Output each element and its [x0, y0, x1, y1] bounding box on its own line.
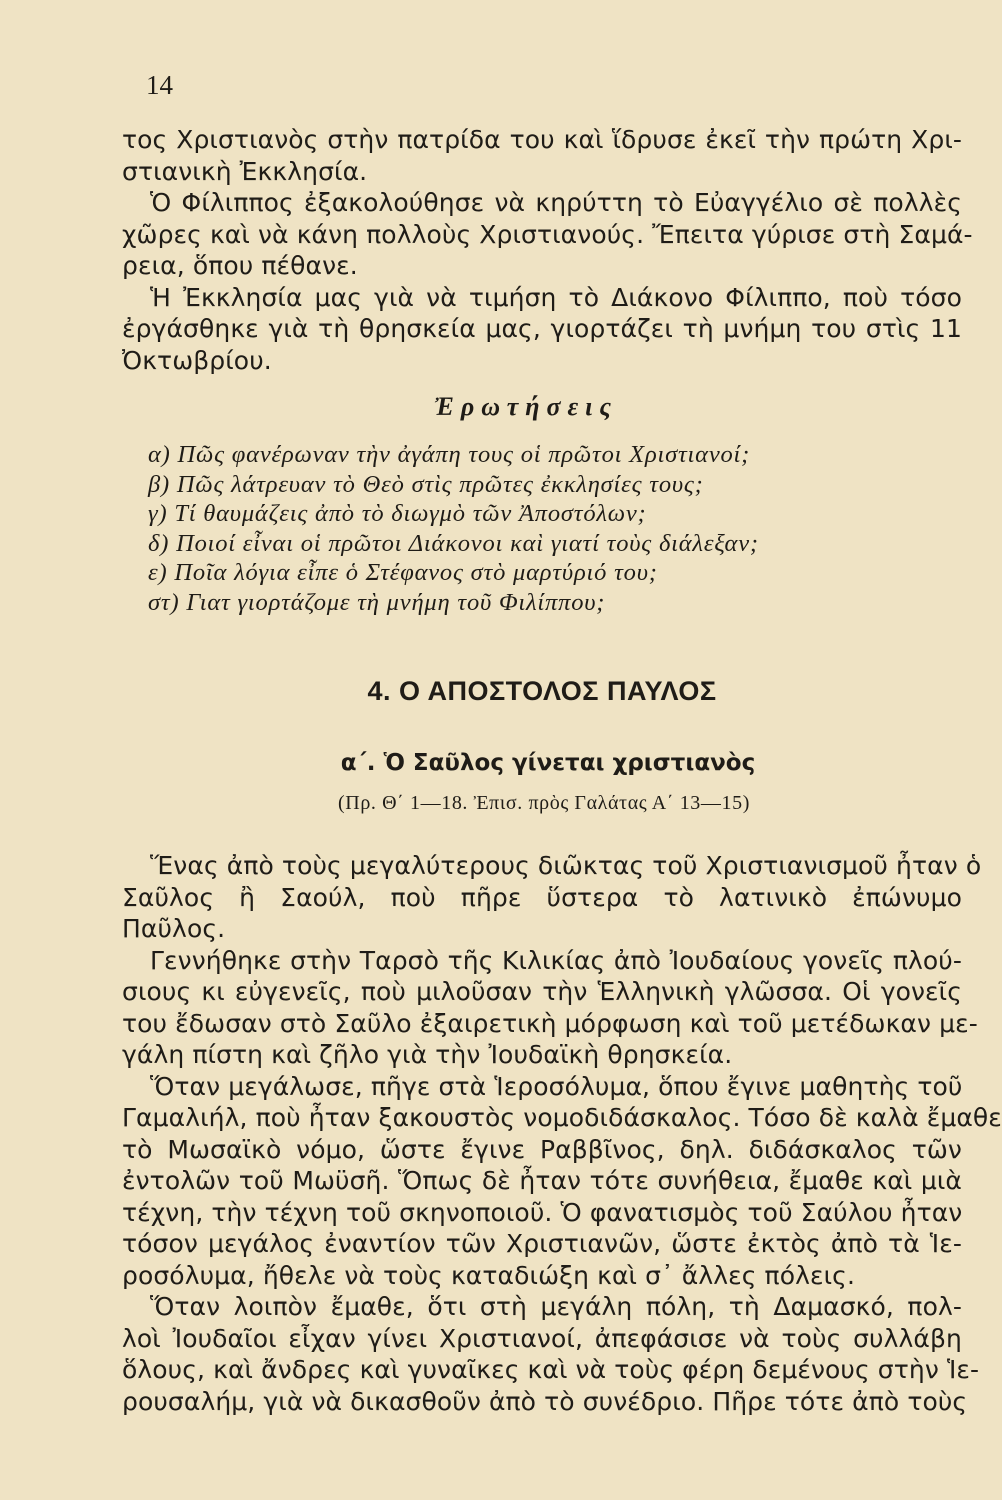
intro-paragraphs [122, 124, 973, 376]
section-title: α΄. Ὁ Σαῦλος γίνεται χριστιανὸς [340, 750, 756, 776]
text-line: Ὁ Φίλιππος ἐξακολούθησε νὰ κηρύττη τὸ Εὐαγγέλιο σὲ πολλὲς [150, 188, 962, 217]
text-line: Γεννήθηκε στὴν Ταρσὸ τῆς Κιλικίας ἀπὸ Ἰουδαίους γονεῖς πλού- [150, 945, 962, 975]
page-number: 14 [146, 70, 173, 100]
text-line: ροσόλυμα, ἤθελε νὰ τοὺς καταδιώξη καὶ σ᾿ ἄλλες πόλεις. [122, 1260, 855, 1290]
chapter-title: 4. Ο ΑΠΟΣΤΟΛΟΣ ΠΑΥΛΟΣ [367, 676, 717, 706]
question-item: β) Πῶς λάτρευαν τὸ Θεὸ στὶς πρῶτες ἐκκλησίες τους; [148, 470, 704, 498]
question-item: α) Πῶς φανέρωναν τὴν ἀγάπη τους οἱ πρῶτοι Χριστιανοί; [148, 441, 751, 468]
text-line: λοὶ Ἰουδαῖοι εἶχαν γίνει Χριστιανοί, ἀπεφάσισε νὰ τοὺς συλλάβη [122, 1323, 962, 1353]
question-item: δ) Ποιοί εἶναι οἱ πρῶτοι Διάκονοι καὶ γιατί τοὺς διάλεξαν; [148, 529, 759, 557]
text-line: χῶρες καὶ νὰ κάνη πολλοὺς Χριστιανούς. Ἔπειτα γύρισε στὴ Σαμά- [122, 219, 973, 249]
text-line: τὸ Μωσαϊκὸ νόμο, ὥστε ἔγινε Ραββῖνος, δηλ. διδάσκαλος τῶν [122, 1134, 962, 1164]
text-line: τος Χριστιανὸς στὴν πατρίδα του καὶ ἵδρυσε ἐκεῖ τὴν πρώτη Χρι- [122, 125, 962, 154]
text-line: ἐργάσθηκε γιὰ τὴ θρησκεία μας, γιορτάζει τὴ μνήμη του στὶς 11 [122, 314, 962, 343]
questions-heading: Ἐρωτήσεις [433, 392, 618, 421]
text-line: τέχνη, τὴν τέχνη τοῦ σκηνοποιοῦ. Ὁ φανατισμὸς τοῦ Σαύλου ἦταν [122, 1197, 963, 1227]
questions-list [148, 440, 888, 617]
text-line: σιους κι εὐγενεῖς, ποὺ μιλοῦσαν τὴν Ἑλληνικὴ γλῶσσα. Οἱ γονεῖς [122, 977, 962, 1006]
text-line: ρεια, ὅπου πέθανε. [122, 251, 358, 280]
question-item: ε) Ποῖα λόγια εἶπε ὁ Στέφανος στὸ μαρτύριό του; [148, 559, 658, 586]
text-line: Ἕνας ἀπὸ τοὺς μεγαλύτερους διῶκτας τοῦ Χριστιανισμοῦ ἦταν ὁ [150, 851, 982, 880]
text-line: στιανικὴ Ἐκκλησία. [122, 156, 368, 186]
text-line: Γαμαλιήλ, ποὺ ἦταν ξακουστὸς νομοδιδάσκαλος. Τόσο δὲ καλὰ ἔμαθε [122, 1103, 1002, 1132]
text-line: τόσον μεγάλος ἐναντίον τῶν Χριστιανῶν, ὥστε ἐκτὸς ἀπὸ τὰ Ἱε- [122, 1229, 962, 1258]
text-line: του ἔδωσαν στὸ Σαῦλο ἐξαιρετικὴ μόρφωση καὶ τοῦ μετέδωκαν με- [122, 1008, 978, 1038]
text-line: Ὅταν λοιπὸν ἔμαθε, ὅτι στὴ μεγάλη πόλη, τὴ Δαμασκό, πολ- [150, 1292, 962, 1321]
body-paragraphs [122, 850, 1002, 1417]
text-line: Ὀκτωβρίου. [122, 345, 272, 375]
text-line: ἐντολῶν τοῦ Μωϋσῆ. Ὅπως δὲ ἦταν τότε συνήθεια, ἔμαθε καὶ μιὰ [122, 1166, 962, 1195]
text-line: ὅλους, καὶ ἄνδρες καὶ γυναῖκες καὶ νὰ τοὺς φέρη δεμένους στὴν Ἱε- [122, 1355, 980, 1384]
text-line: Παῦλος. [122, 914, 226, 943]
text-line: Ἡ Ἐκκλησία μας γιὰ νὰ τιμήση τὸ Διάκονο Φίλιππο, ποὺ τόσο [150, 282, 962, 312]
text-line: γάλη πίστη καὶ ζῆλο γιὰ τὴν Ἰουδαϊκὴ θρησκεία. [122, 1040, 733, 1069]
text-line: Ὅταν μεγάλωσε, πῆγε στὰ Ἱεροσόλυμα, ὅπου ἔγινε μαθητὴς τοῦ [150, 1071, 963, 1101]
question-item: γ) Τί θαυμάζεις ἀπὸ τὸ διωγμὸ τῶν Ἀποστόλων; [148, 500, 647, 527]
question-item: στ) Γιατ γιορτάζομε τὴ μνήμη τοῦ Φιλίππου; [148, 588, 606, 616]
scripture-reference: (Πρ. Θ΄ 1—18. Ἐπισ. πρὸς Γαλάτας Α΄ 13—15) [338, 792, 750, 814]
text-line: Σαῦλος ἢ Σαούλ, ποὺ πῆρε ὕστερα τὸ λατινικὸ ἐπώνυμο [122, 882, 962, 912]
text-line: ρουσαλήμ, γιὰ νὰ δικασθοῦν ἀπὸ τὸ συνέδριο. Πῆρε τότε ἀπὸ τοὺς [122, 1386, 968, 1416]
